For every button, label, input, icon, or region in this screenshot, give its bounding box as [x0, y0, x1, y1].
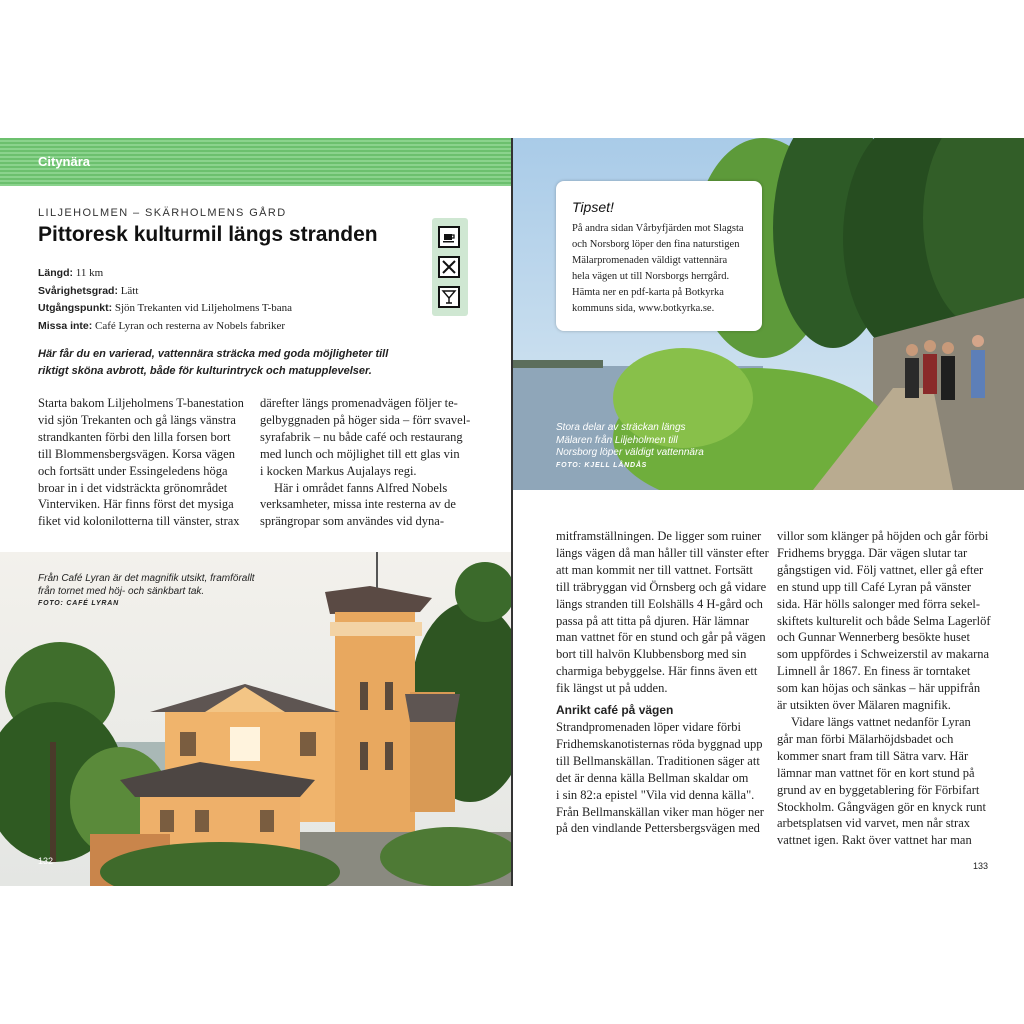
route-facts [38, 265, 418, 335]
tips-body: På andra sidan Vårbyfjärden mot Slagsta och Norsborg löper den fina naturstigen Mälarpromenaden väldigt vattennära hela vägen ut till Norsborgs herrgård. Hämta ner en pdf-karta på Botkyrka kommuns sida, www.botkyrka.se. [572, 223, 744, 314]
lake-photo-caption: Stora delar av sträckan längs Mälaren från Liljeholmen till Norsborg löper väldigt vattennära FOTO: KJELL LÅNDÅS [556, 422, 776, 472]
right-page [513, 138, 1024, 886]
tips-title: Tipset! [572, 199, 614, 215]
section-label: Citynära [38, 154, 91, 169]
lake-photo-credit: FOTO: KJELL LÅNDÅS [556, 461, 648, 469]
page-title: Pittoresk kulturmil längs stranden [38, 223, 378, 246]
tips-box [556, 181, 762, 331]
cocktail-glass-icon [438, 286, 460, 308]
book-spread [0, 138, 1024, 886]
page-number-left: 132 [38, 856, 54, 866]
body-column-2: därefter längs promenadvägen följer te- gelbyggnaden på höger sida – förr svavel- syrafabrik – nu både café och restaurang med lunch och möjlighet till ett glas vin i kocken Markus Aujalays regi. Här i området fanns Alfred Nobels verksamheter, missa inte resterna av de sprängropar som användes vid dyna- [260, 396, 471, 529]
body-column-1: Starta bakom Liljeholmens T-banestation vid sjön Trekanten och gå längs vänstra strandkanten förbi den lilla forsen bort till Blommensbergsvägen. Korsa vägen och fortsätt under Essingeledens höga broar in i det vidsträckta grönområdet Vinterviken. Här finns först det mysiga fiket vid kolonilotterna till vänster, strax [38, 396, 244, 529]
cafe-lyran-photo [0, 552, 512, 886]
left-page [0, 138, 512, 886]
section-subheading: Anrikt café på vägen [556, 703, 674, 718]
page-number-right: 133 [973, 861, 989, 871]
fact-dont-miss: Missa inte: Café Lyran och resterna av Nobels fabriker [38, 319, 285, 332]
right-body-column-2: villor som klänger på höjden och går förbi Fridhems brygga. Där vägen slutar tar gångstigen vid. Följ vattnet, eller gå efter en stund upp till Café Lyran på vänster sida. Här hölls salonger med förra sekel- skiftets kulturelit och både Selma Lagerlöf och Gunnar Wennerberg besökte huset som uppfördes i Schweizerstil av makarna Limnell år 1867. En finess är torntaket som kan höjas och sänkas – här uppifrån är utsikten över Mälaren magnifik. Vidare längs vattnet nedanför Lyran går man förbi Mälarhöjdsbadet och kommer snart fram till Sätra varv. Här lämnar man vattnet för en kort stund på grund av en byggetablering för Förbifart Stockholm. Gångvägen gör en knyck runt arbetsplatsen vid varvet, men når strax vattnet igen. Rakt över vattnet har man [777, 529, 991, 848]
section-band [0, 138, 512, 186]
cafe-photo-credit: FOTO: CAFÉ LYRAN [38, 600, 119, 607]
coffee-cup-icon [438, 226, 460, 248]
amenity-icons [432, 218, 468, 316]
right-body-column-1: mitframställningen. De ligger som ruiner längs vägen då man håller till vänster efter att man kommit ner till vattnet. Fortsätt till träbryggan vid Örnsberg och gå vidare längs stranden till Eolshälls 4 H-gård och passa på att titta på djuren. Här lämnar man vattnet för en stund och går på vägen bort till halvön Klubbensborg med sin charmiga bebyggelse. Här finns även ett fik längst ut på udden. Anrikt café på vägen Strandpromenaden löper vidare förbi Fridhemskanotisternas röda byggnad upp till Bellmanskällan. Traditionen säger att det är denna källa Bellman skaldar om i sin 82:a epistel "Vila vid denna källa". Från Bellmanskällan viker man höger ner på den vindlande Pettersbergsvägen med [556, 529, 769, 836]
route-kicker: LILJEHOLMEN – SKÄRHOLMENS GÅRD [38, 207, 287, 219]
cafe-photo-caption: Från Café Lyran är det magnifik utsikt, framförallt från tornet med höj- och sänkbart tak. FOTO: CAFÉ LYRAN [38, 573, 318, 611]
intro-paragraph: Här får du en varierad, vattennära sträcka med goda möjligheter till riktigt sköna avbrott, både för kulturintryck och matupplevelser. [38, 348, 389, 377]
lakeside-trail-photo [513, 138, 1024, 490]
fork-knife-icon [438, 256, 460, 278]
fact-length: Längd: 11 km [38, 267, 104, 279]
fact-starting-point: Utgångspunkt: Sjön Trekanten vid Liljeholmens T-bana [38, 302, 293, 314]
fact-difficulty: Svårighetsgrad: Lätt [38, 284, 139, 297]
